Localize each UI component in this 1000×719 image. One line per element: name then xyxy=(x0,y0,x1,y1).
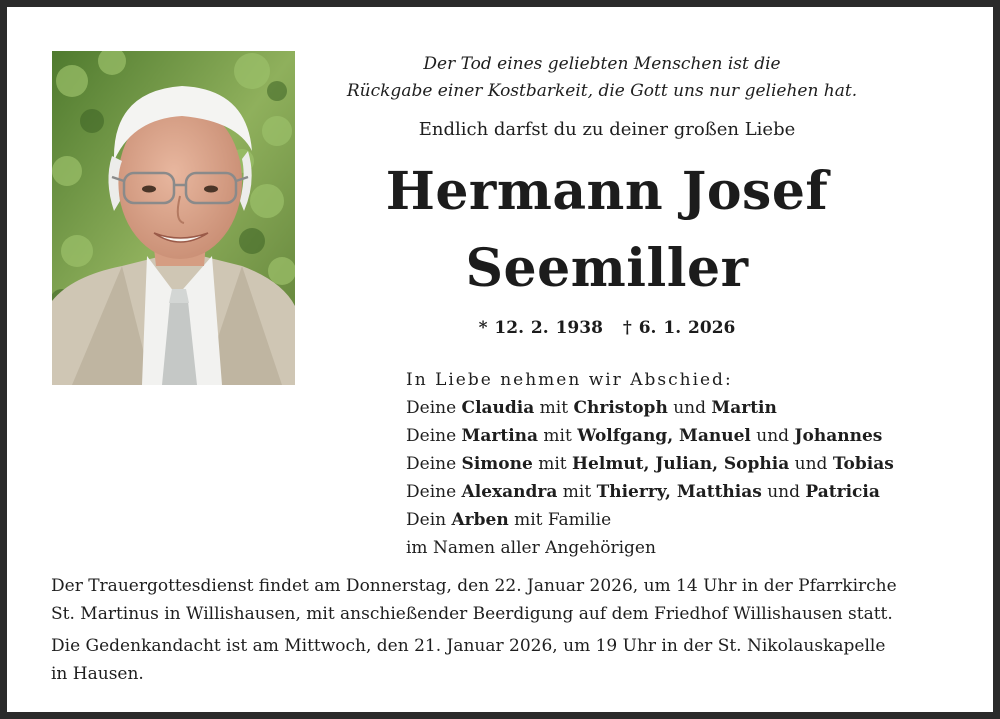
mourner-rows xyxy=(406,394,966,534)
mourner-name: Claudia xyxy=(461,398,535,418)
mourner-connector: und xyxy=(789,454,833,474)
funeral-line-1: Der Trauergottesdienst findet am Donnerstag, den 22. Januar 2026, um 14 Uhr in der Pfarrkirche xyxy=(51,576,897,596)
mourner-connector: mit xyxy=(534,398,574,418)
mourner-name: Alexandra xyxy=(461,482,558,502)
mourner-row xyxy=(406,450,966,478)
mourner-connector: Dein xyxy=(406,510,452,530)
mourner-connector: mit xyxy=(532,454,572,474)
mourner-connector: und xyxy=(750,426,795,446)
mourner-name: Martina xyxy=(461,426,539,446)
deceased-surname: Seemiller xyxy=(465,238,749,299)
deceased-given-names: Hermann Josef xyxy=(385,161,829,222)
mourner-row xyxy=(406,394,966,422)
memorial-service-text xyxy=(51,632,971,688)
mourner-name: Johannes xyxy=(794,426,883,446)
mourners-list xyxy=(406,366,966,562)
memorial-line-2: in Hausen. xyxy=(51,664,144,684)
mourner-name: Helmut, Julian, Sophia xyxy=(572,454,790,474)
mourner-name: Thierry, Matthias xyxy=(596,482,762,502)
mourner-name: Tobias xyxy=(832,454,894,474)
mourner-name: Christoph xyxy=(573,398,668,418)
portrait-photo xyxy=(52,51,295,385)
mourner-connector: Deine xyxy=(406,426,462,446)
life-dates xyxy=(437,318,777,338)
mourner-name: Simone xyxy=(461,454,533,474)
epitaph-quote xyxy=(317,51,887,105)
mourner-name: Arben xyxy=(451,510,509,530)
service-info xyxy=(51,572,971,692)
mourner-row xyxy=(406,422,966,450)
mourner-name: Patricia xyxy=(805,482,880,502)
quote-line-2: Rückgabe einer Kostbarkeit, die Gott uns nur geliehen hat. xyxy=(346,81,858,101)
funeral-service-text xyxy=(51,572,971,628)
mourner-name: Wolfgang, Manuel xyxy=(577,426,751,446)
mourners-heading: In Liebe nehmen wir Abschied: xyxy=(406,370,733,390)
mourner-row xyxy=(406,506,966,534)
quote-line-1: Der Tod eines geliebten Menschen ist die xyxy=(423,54,781,74)
memorial-line-1: Die Gedenkandacht ist am Mittwoch, den 21. Januar 2026, um 19 Uhr in der St. Nikolauskapelle xyxy=(51,636,886,656)
mourner-connector: mit xyxy=(557,482,597,502)
mourners-closing: im Namen aller Angehörigen xyxy=(406,538,656,558)
mourner-connector: mit Familie xyxy=(508,510,612,530)
mourner-name: Martin xyxy=(711,398,777,418)
mourner-row xyxy=(406,478,966,506)
mourner-connector: und xyxy=(667,398,712,418)
birth-date: * 12. 2. 1938 xyxy=(478,318,603,338)
mourner-connector: Deine xyxy=(406,482,462,502)
mourner-connector: und xyxy=(761,482,806,502)
intro-line: Endlich darfst du zu deiner großen Liebe xyxy=(418,119,796,140)
mourner-connector: Deine xyxy=(406,398,462,418)
mourner-connector: Deine xyxy=(406,454,462,474)
deceased-name xyxy=(307,153,907,307)
death-date: † 6. 1. 2026 xyxy=(622,318,736,338)
mourner-connector: mit xyxy=(538,426,578,446)
funeral-line-2: St. Martinus in Willishausen, mit anschießender Beerdigung auf dem Friedhof Willishausen statt. xyxy=(51,604,893,624)
